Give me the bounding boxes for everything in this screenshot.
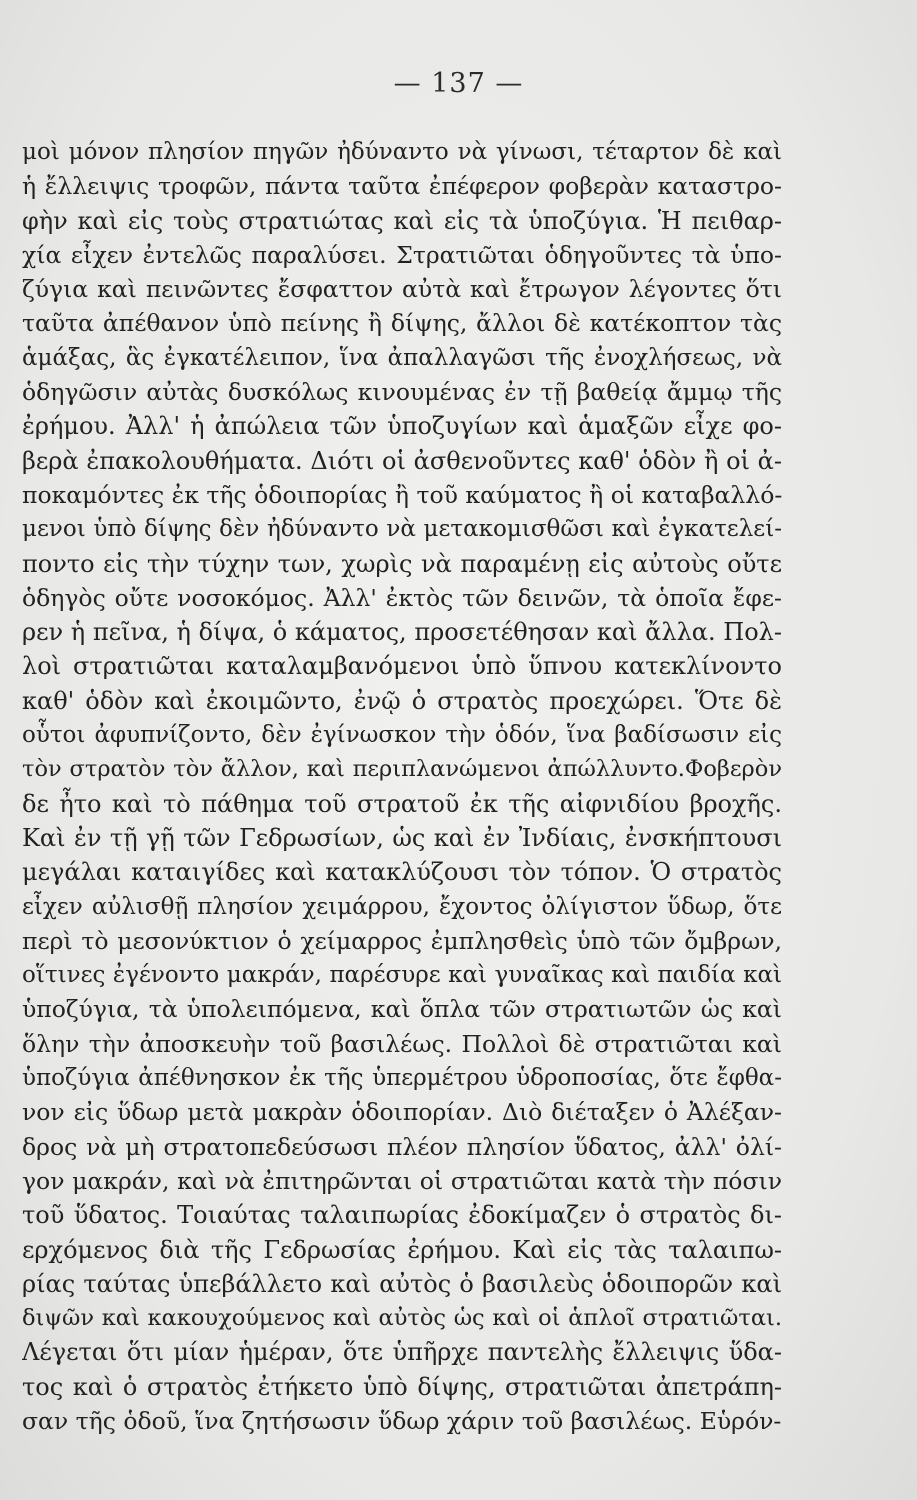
text-line: ζύγια καὶ πεινῶντες ἔσφαττον αὐτὰ καὶ ἔτρωγον λέγοντες ὅτι — [22, 275, 782, 304]
text-line: ἡ ἔλλειψις τροφῶν, πάντα ταῦτα ἐπέφερον φοβερὰν καταστρο- — [22, 172, 782, 201]
text-line: καθ' ὁδὸν καὶ ἐκοιμῶντο, ἐνῷ ὁ στρατὸς προεχώρει. Ὅτε δὲ — [22, 686, 782, 715]
text-line: ἁμάξας, ἃς ἐγκατέλειπον, ἵνα ἀπαλλαγῶσι τῆς ἐνοχλήσεως, νὰ — [22, 344, 782, 371]
text-line: μεγάλαι καταιγίδες καὶ κατακλύζουσι τὸν τόπον. Ὁ στρατὸς — [22, 858, 782, 887]
text-line: δε ἦτο καὶ τὸ πάθημα τοῦ στρατοῦ ἐκ τῆς αἰφνιδίου βροχῆς. — [22, 789, 782, 818]
text-line: ὅλην τὴν ἀποσκευὴν τοῦ βασιλέως. Πολλοὶ δὲ στρατιῶται καὶ — [22, 1029, 782, 1058]
text-line: χία εἶχεν ἐντελῶς παραλύσει. Στρατιῶται ὁδηγοῦντες τὰ ὑπο- — [22, 240, 782, 269]
text-line: γον μακράν, καὶ νὰ ἐπιτηρῶνται οἱ στρατιῶται κατὰ τὴν πόσιν — [22, 1166, 782, 1195]
text-line: ρεν ἡ πεῖνα, ἡ δίψα, ὁ κάματος, προσετέθησαν καὶ ἄλλα. Πολ- — [22, 618, 782, 647]
text-line: οἵτινες ἐγένοντο μακράν, παρέσυρε καὶ γυναῖκας καὶ παιδία καὶ — [22, 962, 782, 989]
text-line: σαν τῆς ὁδοῦ, ἵνα ζητήσωσιν ὕδωρ χάριν τοῦ βασιλέως. Εὑρόν- — [22, 1406, 782, 1435]
page-number: — 137 — — [393, 68, 524, 99]
text-line: ποκαμόντες ἐκ τῆς ὁδοιπορίας ἢ τοῦ καύματος ἢ οἱ καταβαλλό- — [22, 480, 782, 509]
text-line: λοὶ στρατιῶται καταλαμβανόμενοι ὑπὸ ὕπνου κατεκλίνοντο — [22, 652, 782, 681]
text-line: ὁδηγὸς οὔτε νοσοκόμος. Ἀλλ' ἐκτὸς τῶν δεινῶν, τὰ ὁποῖα ἔφε- — [22, 583, 782, 612]
text-line: τος καὶ ὁ στρατὸς ἐτήκετο ὑπὸ δίψης, στρατιῶται ἀπετράπη- — [22, 1372, 782, 1401]
text-line: ὁδηγῶσιν αὐτὰς δυσκόλως κινουμένας ἐν τῇ βαθείᾳ ἄμμῳ τῆς — [22, 378, 782, 407]
text-line: εἶχεν αὐλισθῇ πλησίον χειμάρρου, ἔχοντος ὀλίγιστον ὕδωρ, ὅτε — [22, 893, 782, 920]
text-line: ὑποζύγια ἀπέθνησκον ἐκ τῆς ὑπερμέτρου ὑδροποσίας, ὅτε ἔφθα- — [22, 1065, 782, 1092]
text-line: ερχόμενος διὰ τῆς Γεδρωσίας ἐρήμου. Καὶ εἰς τὰς ταλαιπω- — [22, 1235, 782, 1264]
text-line: ρίας ταύτας ὑπεβάλλετο καὶ αὐτὸς ὁ βασιλεὺς ὁδοιπορῶν καὶ — [22, 1269, 782, 1298]
text-line: ἐρήμου. Ἀλλ' ἡ ἀπώλεια τῶν ὑποζυγίων καὶ ἁμαξῶν εἶχε φο- — [22, 412, 782, 441]
text-line: οὗτοι ἀφυπνίζοντο, δὲν ἐγίνωσκον τὴν ὁδόν, ἵνα βαδίσωσιν εἰς — [22, 722, 782, 749]
body-text — [22, 135, 782, 1438]
text-line: μοὶ μόνον πλησίον πηγῶν ἠδύναντο νὰ γίνωσι, τέταρτον δὲ καὶ — [22, 139, 782, 165]
text-line: Λέγεται ὅτι μίαν ἡμέραν, ὅτε ὑπῆρχε παντελὴς ἔλλειψις ὕδα- — [22, 1338, 782, 1367]
text-line: ὑποζύγια, τὰ ὑπολειπόμενα, καὶ ὅπλα τῶν στρατιωτῶν ὡς καὶ — [22, 995, 782, 1024]
text-line: τοῦ ὕδατος. Τοιαύτας ταλαιπωρίας ἐδοκίμαζεν ὁ στρατὸς δι- — [22, 1201, 782, 1230]
text-line: ποντο εἰς τὴν τύχην των, χωρὶς νὰ παραμένῃ εἰς αὐτοὺς οὔτε — [22, 549, 782, 578]
text-line: διψῶν καὶ κακουχούμενος καὶ αὐτὸς ὡς καὶ οἱ ἁπλοῖ στρατιῶται. — [22, 1305, 782, 1332]
text-line: Καὶ ἐν τῇ γῇ τῶν Γεδρωσίων, ὡς καὶ ἐν Ἰνδίαις, ἐνσκήπτουσι — [22, 823, 782, 852]
text-line: μενοι ὑπὸ δίψης δὲν ἠδύναντο νὰ μετακομισθῶσι καὶ ἐγκατελεί- — [22, 516, 782, 543]
text-line: ταῦτα ἀπέθανον ὑπὸ πείνης ἢ δίψης, ἄλλοι δὲ κατέκοπτον τὰς — [22, 309, 782, 338]
text-line: φὴν καὶ εἰς τοὺς στρατιώτας καὶ εἰς τὰ ὑποζύγια. Ἡ πειθαρ- — [22, 206, 782, 235]
text-line: περὶ τὸ μεσονύκτιον ὁ χείμαρρος ἐμπλησθεὶς ὑπὸ τῶν ὄμβρων, — [22, 926, 782, 955]
text-line: δρος νὰ μὴ στρατοπεδεύσωσι πλέον πλησίον ὕδατος, ἀλλ' ὀλί- — [22, 1132, 782, 1161]
text-line: βερὰ ἐπακολουθήματα. Διότι οἱ ἀσθενοῦντες καθ' ὁδὸν ἢ οἱ ἀ- — [22, 446, 782, 475]
text-line: τὸν στρατὸν τὸν ἄλλον, καὶ περιπλανώμενοι ἀπώλλυντο.Φοβερὸν — [22, 756, 782, 783]
text-line: νον εἰς ὕδωρ μετὰ μακρὰν ὁδοιπορίαν. Διὸ διέταξεν ὁ Ἀλέξαν- — [22, 1098, 782, 1127]
